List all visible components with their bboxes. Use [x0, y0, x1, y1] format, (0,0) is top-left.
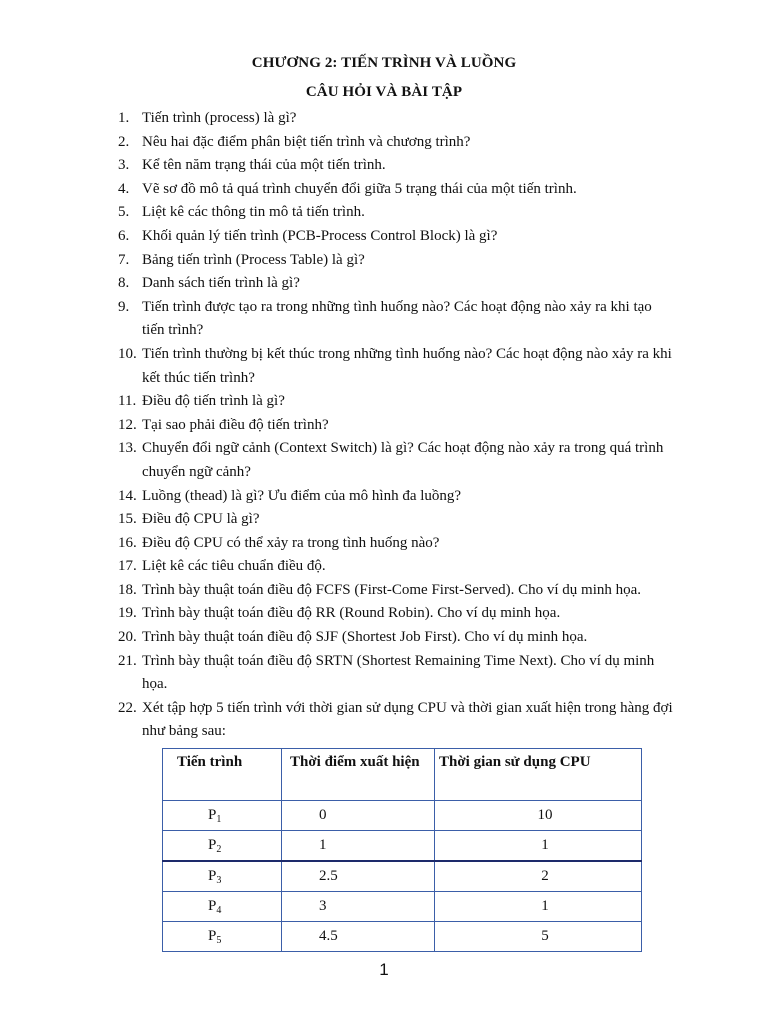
- question-text: Tiến trình được tạo ra trong những tình huống nào? Các hoạt động nào xảy ra khi tạo tiến trình?: [142, 298, 652, 339]
- question-number: 16.: [118, 534, 137, 551]
- question-text: Điều độ CPU có thể xảy ra trong tình huống nào?: [142, 534, 440, 551]
- question-item: [118, 555, 678, 579]
- question-text: Vẽ sơ đồ mô tả quá trình chuyển đổi giữa 5 trạng thái của một tiến trình.: [142, 180, 577, 197]
- question-number: 4.: [118, 180, 130, 197]
- question-item: [118, 437, 678, 484]
- question-number: 20.: [118, 629, 137, 646]
- question-text: Điều độ CPU là gì?: [142, 511, 260, 528]
- question-item: [118, 650, 678, 697]
- arrival-cell: 1: [282, 831, 435, 862]
- column-header: Tiến trình: [163, 749, 282, 801]
- question-number: 18.: [118, 581, 137, 598]
- question-number: 8.: [118, 275, 130, 292]
- table-row: [163, 861, 642, 892]
- question-text: Kể tên năm trạng thái của một tiến trình.: [142, 157, 386, 174]
- question-number: 10.: [118, 345, 137, 362]
- table-row: [163, 831, 642, 862]
- question-number: 9.: [118, 298, 130, 315]
- question-item: [118, 602, 678, 626]
- question-text: Trình bày thuật toán điều độ FCFS (First-Come First-Served). Cho ví dụ minh họa.: [142, 581, 642, 598]
- question-item: [118, 296, 678, 343]
- question-number: 19.: [118, 605, 137, 622]
- question-text: Luồng (thead) là gì? Ưu điểm của mô hình đa luồng?: [142, 487, 462, 504]
- question-item: [118, 154, 678, 178]
- column-header: Thời điểm xuất hiện: [282, 749, 435, 801]
- arrival-cell: 2.5: [282, 861, 435, 892]
- question-item: [118, 107, 678, 131]
- process-cell: $P_4$: [163, 892, 282, 922]
- burst-cell: 10: [435, 801, 642, 831]
- question-number: 1.: [118, 110, 130, 126]
- question-text: Tiến trình (process) là gì?: [142, 110, 297, 126]
- question-text: Liệt kê các tiêu chuẩn điều độ.: [142, 558, 326, 575]
- question-number: 13.: [118, 440, 137, 457]
- process-cell: $P_2$: [163, 831, 282, 862]
- question-list: [118, 107, 678, 744]
- table-row: [163, 801, 642, 831]
- question-number: 17.: [118, 558, 137, 575]
- question-text: Khối quản lý tiến trình (PCB-Process Control Block) là gì?: [142, 227, 498, 244]
- question-item: [118, 178, 678, 202]
- question-text: Chuyển đổi ngữ cảnh (Context Switch) là gì? Các hoạt động nào xảy ra trong quá trình chuyển ngữ cảnh?: [142, 440, 664, 480]
- page-number: 1: [379, 960, 389, 979]
- arrival-cell: 4.5: [282, 922, 435, 952]
- question-text: Danh sách tiến trình là gì?: [142, 275, 300, 292]
- arrival-cell: 3: [282, 892, 435, 922]
- question-text: Trình bày thuật toán điều độ SRTN (Shortest Remaining Time Next). Cho ví dụ minh họa.: [142, 652, 655, 693]
- question-number: 15.: [118, 511, 137, 528]
- question-text: Bảng tiến trình (Process Table) là gì?: [142, 251, 365, 268]
- question-item: [118, 508, 678, 532]
- question-text: Tại sao phải điều độ tiến trình?: [142, 416, 329, 433]
- question-text: Xét tập hợp 5 tiến trình với thời gian sử dụng CPU và thời gian xuất hiện trong hàng đợi như bảng sau:: [142, 699, 673, 740]
- question-item: [118, 579, 678, 603]
- process-cell: $P_3$: [163, 861, 282, 892]
- question-text: Tiến trình thường bị kết thúc trong những tình huống nào? Các hoạt động nào xảy ra khi kết thúc tiến trình?: [142, 345, 672, 386]
- process-cell: $P_5$: [163, 922, 282, 952]
- column-header: Thời gian sử dụng CPU: [435, 749, 642, 801]
- question-number: 7.: [118, 251, 130, 268]
- question-item: [118, 201, 678, 225]
- question-item: [118, 414, 678, 438]
- question-number: 12.: [118, 416, 137, 433]
- question-text: Trình bày thuật toán điều độ RR (Round Robin). Cho ví dụ minh họa.: [142, 605, 561, 622]
- burst-cell: 1: [435, 831, 642, 862]
- question-item: [118, 249, 678, 273]
- question-number: 2.: [118, 133, 130, 150]
- burst-cell: 2: [435, 861, 642, 892]
- question-item: [118, 626, 678, 650]
- question-text: Trình bày thuật toán điều độ SJF (Shortest Job First). Cho ví dụ minh họa.: [142, 629, 588, 646]
- process-cell: $P_1$: [163, 801, 282, 831]
- question-number: 3.: [118, 157, 130, 174]
- question-item: [118, 390, 678, 414]
- question-number: 5.: [118, 204, 130, 221]
- table-header-row: [163, 749, 642, 801]
- process-table: [162, 748, 642, 952]
- question-item: [118, 697, 678, 744]
- question-text: Điều độ tiến trình là gì?: [142, 393, 285, 410]
- burst-cell: 1: [435, 892, 642, 922]
- question-number: 21.: [118, 652, 137, 669]
- question-text: Nêu hai đặc điểm phân biệt tiến trình và chương trình?: [142, 133, 471, 150]
- burst-cell: 5: [435, 922, 642, 952]
- chapter-title: CHƯƠNG 2: TIẾN TRÌNH VÀ LUỒNG: [251, 55, 517, 71]
- arrival-cell: 0: [282, 801, 435, 831]
- question-item: [118, 225, 678, 249]
- question-item: [118, 343, 678, 390]
- question-number: 22.: [118, 699, 137, 716]
- question-number: 6.: [118, 227, 130, 244]
- question-item: [118, 485, 678, 509]
- table-row: [163, 892, 642, 922]
- table-row: [163, 922, 642, 952]
- question-number: 14.: [118, 487, 137, 504]
- question-text: Liệt kê các thông tin mô tả tiến trình.: [142, 204, 365, 221]
- section-title: CÂU HỎI VÀ BÀI TẬP: [305, 84, 463, 100]
- question-item: [118, 272, 678, 296]
- question-item: [118, 532, 678, 556]
- question-number: 11.: [118, 393, 137, 410]
- question-item: [118, 131, 678, 155]
